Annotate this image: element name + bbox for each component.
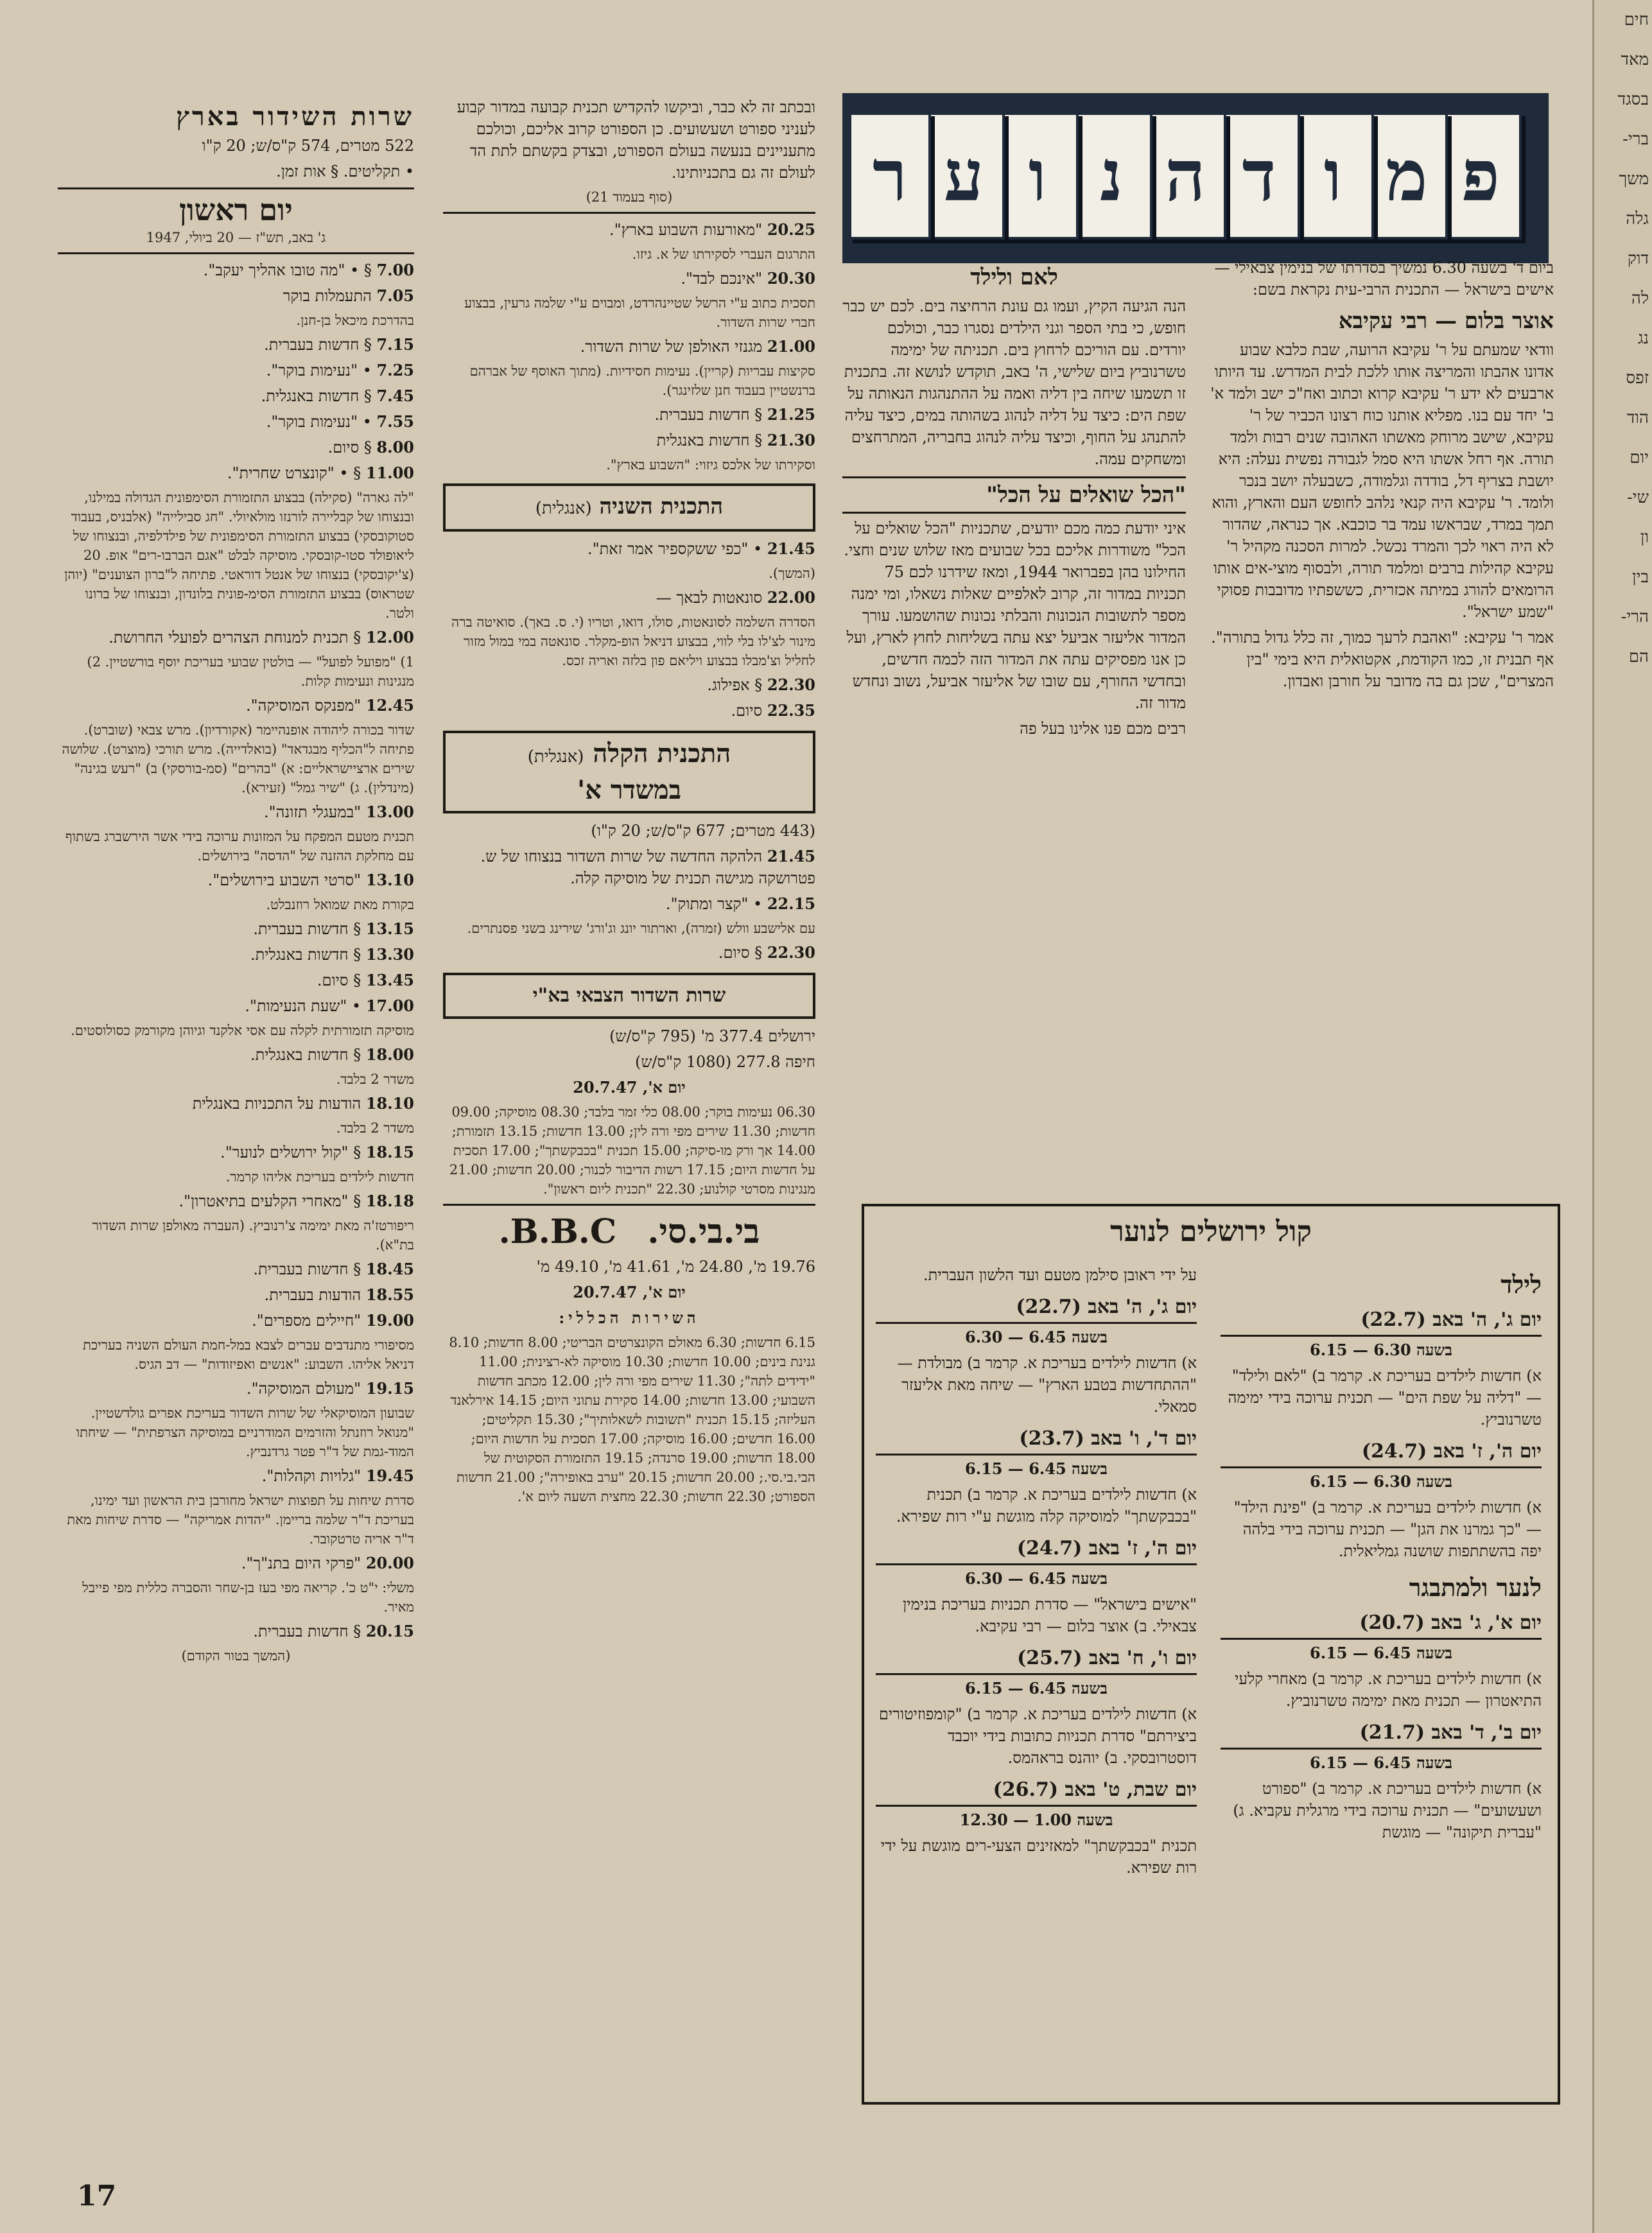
light-program-lang: (אנגלית) <box>527 747 584 767</box>
masthead-letter: ר <box>849 112 931 239</box>
entry-time: 20.15 <box>365 1622 414 1640</box>
entry-time: 20.30 <box>767 269 815 288</box>
time-range: בשעה 6.30 — 6.15 <box>1310 1472 1452 1491</box>
entry-text: § סיום. <box>327 439 372 456</box>
entry-description <box>58 1335 414 1374</box>
entry-description <box>58 1578 414 1617</box>
column-main-schedule <box>58 96 414 2170</box>
entry-text: § • "מה טובו אהליך יעקב". <box>203 261 372 279</box>
schedule-entry <box>443 846 815 889</box>
entry-text: § חדשות באנגלית. <box>250 1046 361 1064</box>
schedule-entry <box>58 1044 414 1066</box>
entry-description <box>58 311 414 330</box>
entry-text: § חדשות באנגלית. <box>250 946 361 964</box>
second-program-lang: (אנגלית) <box>535 499 592 518</box>
entry-text: "אינכם לבד". <box>681 270 763 288</box>
entry-text: "פרקי היום בתנ"ך". <box>241 1554 361 1572</box>
entry-text: § חדשות באנגלית <box>656 431 763 449</box>
masthead-letter: ע <box>923 112 1005 239</box>
schedule-entry <box>58 462 414 484</box>
entry-text: הסדרה השלמה לסונאטות, סולו, דואו, וטריו (י. ס. באך). סואיטה ברה מינור לצ'לו בלי לווי, בבצוע דניאל הופ-מקלר. סונאטה במי במול מזור לחליל וצ'מבלו בבצוע ויליאם פון בלזה ואריה זכס. <box>451 614 815 668</box>
strip-fragment: חים <box>1624 10 1649 30</box>
entry-text: • "נעימות בוקר". <box>266 361 372 379</box>
strip-fragment: נג <box>1637 329 1649 348</box>
column-header: שרות השידור בארץ <box>176 101 414 132</box>
entry-description <box>443 919 815 938</box>
schedule-entry <box>58 360 414 381</box>
schedule-list <box>443 538 815 722</box>
entry-text: § סיום. <box>317 971 361 989</box>
entry-text: § אפילוג. <box>707 676 763 694</box>
schedule-entry <box>58 1465 414 1487</box>
time-range: בשעה 6.45 — 6.15 <box>1310 1644 1452 1662</box>
entry-text: משדר 2 בלבד. <box>336 1072 414 1087</box>
day-title: יום ראשון <box>179 193 293 227</box>
time-range: בשעה 6.45 — 6.30 <box>965 1328 1108 1346</box>
entry-time: 18.00 <box>365 1045 414 1064</box>
schedule-entry <box>58 1190 414 1212</box>
entry-text: מגנזי האולפן של שרות השדור. <box>580 338 763 356</box>
day-header: יום ד', ו' באב (23.7) <box>876 1425 1197 1455</box>
strip-fragment: זפס <box>1626 369 1649 388</box>
entry-description <box>443 564 815 583</box>
schedule-entry <box>58 1093 414 1115</box>
entry-time: 22.00 <box>767 588 815 607</box>
strip-fragment: דוק <box>1627 249 1649 268</box>
entry-text: סקיצות עבריות (קריין). נעימות חסידיות. (מתוך האוסף של אברהם ברנשטיין בעבוד חנן שלזינגר). <box>469 363 815 398</box>
schedule-entry <box>443 942 815 964</box>
strip-fragment: לה <box>1631 289 1649 308</box>
schedule-entry <box>58 869 414 891</box>
divider <box>443 212 815 214</box>
entry-time: 13.15 <box>365 919 414 938</box>
entry-text: מוסיקה תזמורתית לקלה עם אסי אלקנד וגיוהן מקורמק כסולוסטים. <box>71 1023 414 1038</box>
entry-description <box>58 1118 414 1138</box>
section-title: "הכל שואלים על הכל" <box>842 476 1186 514</box>
day-items: א) חדשות לילדים בעריכת א. קרמר ב) מאחרי קלעי התיאטרון — תכנית מאת ימימה טשרנוביץ. <box>1235 1670 1542 1710</box>
entry-text: "מפנקס המוסיקה". <box>246 697 361 715</box>
entry-time: 21.45 <box>767 847 815 865</box>
schedule-entry <box>58 437 414 458</box>
entry-text: § "מאחרי הקלעים בתיאטרון". <box>178 1192 361 1210</box>
entry-text: § חדשות בעברית. <box>264 336 372 354</box>
entry-text: בהדרכת מיכאל בן-חנן. <box>296 313 414 328</box>
schedule-entry <box>443 430 815 451</box>
sports-intro: ובכתב זה לא כבר, וביקשו להקדיש תכנית קבועה במדור קבוע לעניני ספורט ושעשועים. כן הספורט קרוב אליכם, וכולכם מתעניינים בנעשה בעולם הספורט, ובצדק בקשתם לתת הד לעולם זה גם בתכניותינו. <box>456 98 815 182</box>
bbc-header <box>443 1212 815 1252</box>
entry-time: 12.00 <box>365 628 414 647</box>
entry-description <box>443 293 815 332</box>
day-items: א) חדשות לילדים בעריכת א. קרמר ב) "ספורט ושעשועים" — תכנית ערוכה בידי מרגלית עקביא. ג) "עברית תיקונה" — מוגשת <box>1233 1780 1542 1841</box>
section-title: לאם ולילד <box>970 265 1058 290</box>
entry-text: § חדשות בעברית. <box>253 920 361 938</box>
day-date: ג' באב, תש"ז — 20 ביולי, 1947 <box>146 230 326 245</box>
box-credit: על ידי ראובן סילמן מטעם ועד הלשון העברית. <box>923 1266 1197 1284</box>
strip-fragment: הם <box>1628 647 1649 666</box>
column-youth-articles <box>842 257 1186 1207</box>
military-header: שרות השדור הצבאי בא"י <box>443 973 815 1019</box>
time-range: בשעה 6.45 — 6.15 <box>965 1679 1108 1698</box>
schedule-entry <box>58 969 414 991</box>
day-header: יום ו', ח' באב (25.7) <box>876 1645 1197 1675</box>
day-items: א) חדשות לילדים בעריכת א. קרמר ב) "קומפוזיטורים ביצירתם" סדרת תכניות כתובות בידי יוכבד דוסטרובסקי. ב) יוהנס בראהמס. <box>878 1705 1197 1767</box>
light-program-meta: (443 מטרים; 677 ק"ס/ש; 20 ק"ו) <box>591 822 815 840</box>
entry-description <box>443 613 815 670</box>
entry-time: 7.05 <box>376 286 414 305</box>
entry-text: משלי: י"ט כ'. קריאה מפי בעז בן-שחר והסברה כללית מפי פייבל מאיר. <box>82 1580 414 1615</box>
entry-time: 19.00 <box>365 1311 414 1330</box>
schedule-entry <box>58 385 414 407</box>
day-list <box>1221 1610 1542 1843</box>
time-range: בשעה 6.45 — 6.15 <box>1310 1753 1452 1772</box>
strip-fragment: יום <box>1630 448 1649 467</box>
schedule-entry <box>58 1284 414 1306</box>
entry-text: § חדשות בעברית. <box>253 1622 361 1640</box>
schedule-entry <box>58 1552 414 1574</box>
entry-text: § סיום. <box>718 944 763 962</box>
section-body: הנה הגיעה הקיץ, ועמו גם עונת הרחיצה בים. לכם יש כבר חופש, כי בתי הספר וגני הילדים נסגרו כבר, וכולכם יורדים. עם הוריכם לרחוץ בים. תכניתה של ימימה טשרנוביץ ביום שלישי, ה' באב, תוקדש לנושא זה. בתכנית זו תשמעו שיחה בין דליה ואמה על ההתנהגות הנאותה על שפת הים: כיצד על דליה לנהוג בשהותה במים, כיצד עליה להתנהג על החוף, וכיצד עליה לנהוג בחבריה, המתרחצים ומשחקים עמה. <box>842 297 1186 468</box>
day-header: יום שבת, ט' באב (26.7) <box>876 1777 1197 1807</box>
military-meta-1: ירושלים 377.4 מ' (795 ק"ס/ש) <box>609 1027 815 1045</box>
entry-time: 21.30 <box>767 431 815 449</box>
entry-time: 7.15 <box>376 335 414 354</box>
entry-text: "מעולם המוסיקה". <box>246 1380 361 1398</box>
entry-text: "חיילים מספרים". <box>252 1312 361 1330</box>
schedule-entry <box>443 336 815 358</box>
entry-time: 18.10 <box>365 1094 414 1113</box>
entry-text: חדשות לילדים בעריכת אליהו קרמר. <box>225 1169 414 1185</box>
entry-time: 17.00 <box>365 996 414 1015</box>
entry-time: 13.10 <box>365 871 414 889</box>
entry-description <box>58 1491 414 1549</box>
entry-time: 22.35 <box>767 701 815 720</box>
section-body: איני יודעת כמה מכם יודעים, שתכניות "הכל שואלים על הכל" משודרות אליכם בכל שבועים מאז שלוש שנים וחצי. החילונו בהן בפברואר 1944, ומאז שידרנו לכם 75 תכניות במדור זה, קרוב לאלפיים שאלות נשאלו, ומי ימנה מספר לתשובות הנכונות והבלתי נכונות שהושמעו. עורך המדור אליעזר אביעל יצא עתה בשליחות לחוץ לארץ, ועל כן אנו מפסיקים עתה את המדור הזה לכמה חדשים, ובחדשי החורף, עם שובו של אליעזר אביעל, נשוב ונחדש מדור זה. <box>844 519 1186 712</box>
header-meta: 522 מטרים, 574 ק"ס/ש; 20 ק"ו <box>202 137 414 155</box>
schedule-entry <box>443 700 815 722</box>
schedule-entry <box>58 411 414 433</box>
day-items: א) חדשות לילדים בעריכת א. קרמר ב) "פינת הילד" — "כך גמרנו את הגן" — תכנית ערוכה בידי בלהה יפה בהשתתפות שושנה גמליאלית. <box>1233 1499 1542 1560</box>
article-title: אוצר בלום — רבי עקיבא <box>1338 308 1554 334</box>
light-program-title-2: במשדר א' <box>577 775 682 805</box>
column-evening-schedule <box>443 96 815 2170</box>
day-header: יום ה', ז' באב (24.7) <box>1221 1438 1542 1468</box>
entry-time: 18.45 <box>365 1260 414 1278</box>
entry-time: 19.15 <box>365 1379 414 1398</box>
entry-time: 20.25 <box>767 220 815 239</box>
strip-fragment: בסגד <box>1617 90 1649 109</box>
entry-time: 7.55 <box>376 412 414 431</box>
schedule-entry <box>58 259 414 281</box>
schedule-entry <box>58 918 414 940</box>
entry-text: "לה גארה" (סקילה) בבצוע התזמורת הסימפונית הגדולה במילנו, ובנצוחו של קבליירה לורנזו מולאיולי. "חג סבילייה" (אלבניס, בעבוד סטוקובסקי) בבצוע התזמורת הסימפונית של פילדלפיה, ובנצוחו של ליאופולד סטו-קובסקי. מוסיקה לבלט "אגם הברבו-רים" אופ. 20 (צ'יקובסקי) בנצוחו של אנטל דוראטי. פתיחה ל"ברון הצוענים" (יוהן שטראוס) בבצוע התזמורת הסימ-פונית בלונדון, ובנצוחו של ברונו ולטר. <box>64 490 414 621</box>
entry-text: 1) "מפועל לפועל" — בולטין שבועי בעריכת יוסף בורשטיין. 2) מנגינות ונעימות קלות. <box>87 654 414 689</box>
schedule-entry <box>58 1142 414 1163</box>
schedule-entry <box>58 334 414 356</box>
light-program-header <box>443 731 815 813</box>
second-program-title: התכנית השניה <box>599 494 724 519</box>
entry-time: 20.00 <box>365 1554 414 1572</box>
strip-fragment: בין <box>1632 568 1649 587</box>
entry-time: 7.25 <box>376 361 414 379</box>
schedule-entry <box>58 944 414 966</box>
bbc-meta: 19.76 מ', 24.80 מ', 41.61 מ', 49.10 מ' <box>536 1258 815 1276</box>
box-left-column <box>876 1264 1197 2092</box>
strip-fragment: הוד <box>1626 408 1649 428</box>
entry-text: הודעות בעברית. <box>264 1286 361 1304</box>
entry-description <box>58 895 414 914</box>
masthead-letter: ה <box>1144 112 1226 239</box>
adjacent-page-strip <box>1592 0 1652 2233</box>
continued-note: (סוף בעמוד 21) <box>586 189 673 205</box>
entry-time: 21.25 <box>767 405 815 424</box>
military-date: יום א', 20.7.47 <box>573 1078 686 1097</box>
article-body: אמר ר' עקיבא: "ואהבת לרעך כמוך, זה כלל גדול בתורה". אף תבנית זו, כמו הקודמת, אקטואלית היא בימי "בין המצרים", שכן גם בה מדובר על חורבן ואבדון. <box>1211 629 1554 690</box>
day-list <box>876 1294 1197 1879</box>
entry-text: • "קצר ומתוק". <box>665 895 763 913</box>
entry-text: "מאורעות השבוע בארץ". <box>609 221 763 239</box>
entry-text: • "שעת הנעימות". <box>245 997 361 1015</box>
entry-time: 21.45 <box>767 539 815 558</box>
schedule-entry <box>443 404 815 426</box>
schedule-entry <box>58 1310 414 1332</box>
entry-text: סיום. <box>731 702 763 720</box>
entry-text: • "כפי ששקספיר אמר זאת". <box>587 540 763 558</box>
entry-time: 8.00 <box>376 438 414 456</box>
bbc-title-en: B.B.C. <box>498 1212 617 1251</box>
entry-time: 21.00 <box>767 337 815 356</box>
day-items: "אישים בישראל" — סדרת תכניות בעריכת בנימין צבאילי. ב) אוצר בלום — רבי עקיבא. <box>903 1595 1197 1635</box>
entry-text: ריפורטז'ה מאת ימימה צ'רנוביץ. (העברה מאולפן שרות השדור בת"א). <box>92 1218 414 1253</box>
schedule-entry <box>58 1378 414 1400</box>
entry-text: שבועון המוסיקאלי של שרות השדור בעריכת אפרים גולדשטיין. "מנואל רוזנתל והזרמים המודרניים במוסיקה הצרפתית" — שיחתו המוד-גמת של ד"ר פטר גרדנביץ. <box>76 1405 414 1459</box>
entry-text: • "נעימות בוקר". <box>266 413 372 431</box>
entry-description <box>58 1167 414 1186</box>
entry-text: § "קול ירושלים לנוער". <box>220 1143 361 1161</box>
entry-description <box>443 245 815 264</box>
time-range: בשעה 6.30 — 6.15 <box>1310 1341 1452 1359</box>
entry-description <box>443 455 815 474</box>
entry-time: 7.00 <box>376 261 414 279</box>
entry-text: § חדשות בעברית. <box>654 406 763 424</box>
schedule-entry <box>58 995 414 1017</box>
schedule-entry <box>58 1620 414 1642</box>
schedule-entry <box>443 893 815 915</box>
time-range: בשעה 1.00 — 12.30 <box>959 1811 1113 1829</box>
entry-description <box>58 1216 414 1255</box>
day-header: יום א', ג' באב (20.7) <box>1221 1610 1542 1640</box>
masthead-letter: ו <box>996 112 1079 239</box>
schedule-list <box>58 259 414 1642</box>
entry-text: הודעות על התכניות באנגלית <box>192 1095 361 1113</box>
entry-text: התעמלות בוקר <box>283 287 372 305</box>
day-header: יום ה', ז' באב (24.7) <box>876 1535 1197 1565</box>
entry-time: 22.15 <box>767 894 815 913</box>
masthead-letter: ו <box>1292 112 1374 239</box>
entry-text: הלהקה החדשה של שרות השדור בנצוחו של ש. פטרושקה מגישה תכנית של מוסיקה קלה. <box>480 847 815 887</box>
entry-description <box>443 361 815 400</box>
schedule-entry <box>443 219 815 241</box>
entry-text: משדר 2 בלבד. <box>336 1120 414 1136</box>
masthead-letter: מ <box>1366 112 1448 239</box>
entry-time: 22.30 <box>767 943 815 962</box>
entry-text: שדור בכורה ליהודה אופנהיימר (אקורדיון). מרש צבאי (שוברט). פתיחה ל"הכליף מבגדאד" (בואלדייה). מרש תורכי (מוצרט). שלושה שירים ארציישראליים: א) "בהרים" (סמ-בורסקי) ב) "רעש בגינה" (מינדלין). ג) "שיר גמל" (זעירא). <box>62 722 414 795</box>
military-body: 06.30 נעימות בוקר; 08.00 כלי זמר בלבד; 08.30 מוסיקה; 09.00 חדשות; 11.30 שירים מפי ורה לין; 13.00 חדשות; 13.15 תזמורת; 14.00 אך ורק מו-סיקה; 15.00 תכנית "בכבקשתך"; 17.00 תסכית על חדשות היום; 17.15 רשות הדיבור לכנור; 20.00 חדשות; 21.00 מנגינות מסרטי קולנוע; 22.30 "תכנית ליום ראשון". <box>449 1104 815 1197</box>
bbc-service: השירות הכללי: <box>559 1308 700 1327</box>
strip-fragment: גלה <box>1626 209 1649 229</box>
schedule-entry <box>58 1258 414 1280</box>
schedule-entry <box>58 695 414 717</box>
day-list <box>1221 1307 1542 1562</box>
day-header: יום ג', ה' באב (22.7) <box>1221 1307 1542 1337</box>
entry-text: "גלויות וקהלות". <box>261 1467 361 1485</box>
box-title: קול ירושלים לנוער <box>1110 1215 1312 1248</box>
light-program-title: התכנית הקלה <box>593 738 731 769</box>
day-items: א) חדשות לילדים בעריכת א. קרמר ב) תכנית "בכבקשתך" למוסיקה קלה מוגשת ע"י רות שפירא. <box>896 1486 1197 1525</box>
schedule-list <box>443 846 815 964</box>
schedule-entry <box>443 587 815 609</box>
entry-text: בקורת מאת שמואל רוזנבלט. <box>266 897 414 912</box>
strip-fragment: שי- <box>1626 488 1649 507</box>
time-range: בשעה 6.45 — 6.30 <box>965 1569 1108 1588</box>
entry-time: 13.30 <box>365 945 414 964</box>
entry-time: 13.45 <box>365 971 414 989</box>
entry-text: § חדשות בעברית. <box>253 1260 361 1278</box>
entry-description <box>58 827 414 865</box>
entry-description <box>58 1403 414 1461</box>
entry-text: (המשך). <box>769 566 815 581</box>
strip-fragment: הרי- <box>1621 607 1649 627</box>
entry-text: § • "קונצרט שחרית". <box>227 464 361 482</box>
masthead-letter: נ <box>1070 112 1152 239</box>
masthead-letter: פ <box>1439 112 1522 239</box>
entry-time: 11.00 <box>365 464 414 482</box>
entry-time: 7.45 <box>376 387 414 405</box>
entry-description <box>58 1070 414 1089</box>
schedule-entry <box>58 285 414 307</box>
page-number: 17 <box>77 2180 117 2212</box>
header-meta-2: • תקליטים. § אות זמן. <box>276 162 414 180</box>
article-intro: ביום ד' בשעה 6.30 נמשיך בסדרתו של בנימין צבאילי — אישים בישראל — התכנית הרבי-עית נקראת בשם: <box>1214 259 1554 299</box>
continued-note: (המשך בטור הקודם) <box>181 1648 291 1664</box>
strip-fragment: ון <box>1640 528 1649 547</box>
divider <box>58 252 414 254</box>
entry-description <box>58 1021 414 1040</box>
bbc-date: יום א', 20.7.47 <box>573 1283 686 1301</box>
entry-text: מסיפורי מתנדבים עברים לצבא במל-חמת העולם השניה בעריכת דניאל אליהו. השבוע: "אנשים ואפיזודות" — דב הגיס. <box>83 1337 414 1372</box>
schedule-entry <box>443 538 815 560</box>
schedule-entry <box>443 268 815 290</box>
strip-fragment: משך <box>1619 169 1649 189</box>
kol-yerushalayim-box <box>862 1204 1560 2105</box>
article-body: וודאי שמעתם על ר' עקיבא הרועה, שבת כלבא שבוע אדונו אהבתו והמריצה אותו ללכת לבית המדרש. עד היותו ארבעים לא ידע ר' עקיבא קרוא וכתוב ואח"כ ישב ולמד א' ב' יחד עם בנו. מפליא אותנו כוח רצונו הכביר של ר' עקיבא, שישב מרוחק מאשתו האהובה שנים רבות ולמד תורה. אף רחל אשתו היא סמל לגבורה נפשית נעלה: היא יושבת בצריף דל, בודדה וגלמודה, כשבעלה יושב בנכר ולומד. ר' עקיבא היה קנאי נלהב לחופש העם והארץ, והוא תמך במרד, שבראשו עמד בר כוכבא. אך כנראה, שהדור לא היה ראוי לכך והמרד נכשל. למרות הסכנה מקהיל ר' עקיבא קהילות ברבים ומלמד תורה, ולבסוף מוצי-אים אותו הרומאים להורג במיתה אכזרית, כששפתיו מדובבות פסוקי "שמע ישראל". <box>1210 341 1554 621</box>
entry-text: סדרת שיחות על תפוצות ישראל מחורבן בית הראשון ועד ימינו, בעריכת ד"ר שלמה בריימן. "יהדות אמריקה" — סדרת שיחות מאת ד"ר אריה טרטקובר. <box>67 1493 414 1547</box>
entry-time: 12.45 <box>365 696 414 715</box>
entry-time: 18.55 <box>365 1285 414 1304</box>
bbc-body: 6.15 חדשות; 6.30 מאולם הקונצרטים הבריטי; 8.00 חדשות; 8.10 גנינת בינים; 10.00 חדשות; 10.30 מוסיקה לא-רצינית; 11.00 "ידידים לתה"; 11.30 שירים מפי ורה לין; 12.00 מכתב חדשות השבועי; 13.00 חדשות; 14.00 סקירת עתוני היום; 14.15 אירלאנד העליזה; 15.15 תכנית "תשובות לשאלותיך"; 15.30 תקליטים; 16.00 חדשים; 16.00 מוסיקה; 17.00 תסכית על חדשות היום; 18.00 חדשות; 19.00 סרנדה; 19.15 התזמורת הסקוטית של הבי.בי.סי.; 20.00 חדשות; 20.15 "ערב באופירה"; 21.00 חדשות הספורט; 22.30 חדשות; 22.30 מחצית השעה ליום א'. <box>449 1335 815 1504</box>
entry-text: התרגום העברי לסקירתו של א. גיזו. <box>632 247 815 262</box>
entry-text: עם אלישבע וולש (זמרה), וארתור יונג וג'ורג' שירינג בשני פסנתרים. <box>467 921 815 936</box>
entry-text: "סרטי השבוע בירושלים". <box>207 871 361 889</box>
entry-text: וסקירתו של אלכס גיזוי: "השבוע בארץ". <box>606 457 815 473</box>
subsection-title: לילד <box>1500 1270 1542 1299</box>
entry-text: תסכית כתוב ע"י הרשל שטיינהרדט, ומבוים ע"י שלמה גרעין, בבצוע חברי שרות השדור. <box>464 295 815 330</box>
entry-time: 22.30 <box>767 675 815 694</box>
entry-time: 18.15 <box>365 1143 414 1161</box>
entry-text: תכנית מטעם המפקח על המזונות ערוכה בידי אשר הירשברג בשתוף עם מחלקת ההזנה של "הדסה" בירושלים. <box>65 829 414 864</box>
strip-fragment: מאד <box>1621 50 1649 69</box>
military-meta-2: חיפה 277.8 (1080 ק"ס/ש) <box>635 1053 815 1071</box>
entry-text: § חדשות באנגלית. <box>261 387 372 405</box>
box-right-column <box>1221 1264 1542 2092</box>
entry-text: § תכנית למנוחת הצהרים לפועלי החרושת. <box>109 629 361 647</box>
schedule-entry <box>58 801 414 823</box>
section-end: רבים מכם פנו אלינו בעל פה <box>1020 720 1186 738</box>
strip-fragment: ברי- <box>1622 130 1649 149</box>
day-items: א) חדשות לילדים בעריכת א. קרמר ב) מבולדת — "ההתחדשות בטבע הארץ" — שיחה מאת אליעזר סמאלי. <box>897 1354 1197 1416</box>
divider <box>58 187 414 189</box>
schedule-entry <box>443 674 815 696</box>
day-items: א) חדשות לילדים בעריכת א. קרמר ב) "לאם ולילד" — "דליה על שפת הים" — תכנית ערוכה בידי ימימה טשרנוביץ. <box>1228 1367 1542 1429</box>
masthead-letter: ד <box>1218 112 1300 239</box>
column-akiva-article <box>1207 257 1554 1207</box>
entry-description <box>58 720 414 797</box>
entry-description <box>58 652 414 691</box>
masthead-banner <box>842 93 1549 263</box>
bbc-title: בי.בי.סי. <box>647 1212 760 1251</box>
entry-time: 13.00 <box>365 803 414 821</box>
entry-time: 18.18 <box>365 1192 414 1210</box>
day-header: יום ג', ה' באב (22.7) <box>876 1294 1197 1324</box>
subsection-title: לנער ולמתבגר <box>1409 1573 1542 1602</box>
divider <box>443 1204 815 1206</box>
time-range: בשעה 6.45 — 6.15 <box>965 1459 1108 1478</box>
schedule-list <box>443 219 815 474</box>
entry-time: 19.45 <box>365 1466 414 1485</box>
entry-description <box>58 488 414 623</box>
entry-text: "במעגלי תזונה". <box>263 803 361 821</box>
entry-text: סונאטות לבאך — <box>656 589 763 607</box>
day-header: יום ב', ד' באב (21.7) <box>1221 1719 1542 1750</box>
schedule-entry <box>58 627 414 648</box>
day-items: תכנית "בכבקשתך" למאזינים הצעי-רים מוגשת על ידי רות שפירא. <box>880 1837 1197 1877</box>
second-program-header <box>443 483 815 532</box>
